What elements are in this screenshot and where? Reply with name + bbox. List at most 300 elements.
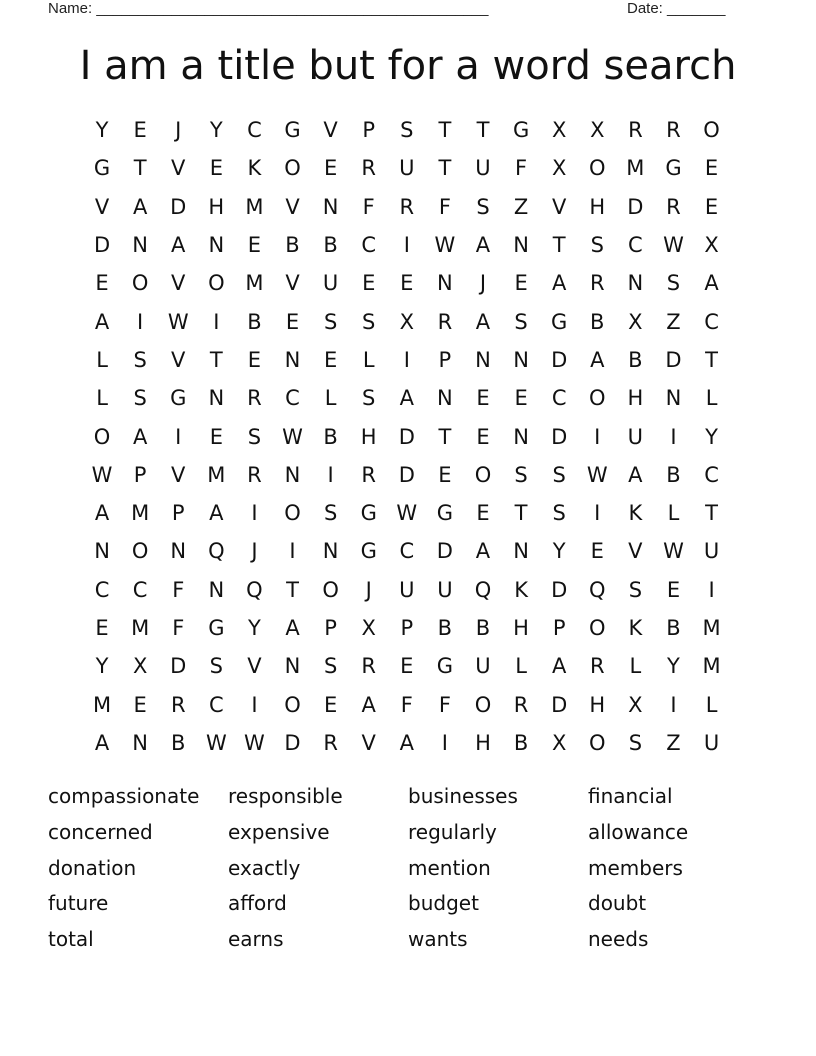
grid-letter[interactable]: F xyxy=(515,156,528,181)
grid-letter[interactable]: Y xyxy=(552,539,566,564)
grid-letter[interactable]: O xyxy=(474,462,492,487)
grid-letter[interactable]: N xyxy=(627,271,644,296)
grid-letter[interactable]: S xyxy=(590,233,604,258)
grid-letter[interactable]: U xyxy=(475,156,491,181)
grid-letter[interactable]: R xyxy=(361,462,376,487)
grid-letter[interactable]: K xyxy=(247,156,262,181)
grid-letter[interactable]: G xyxy=(512,118,530,143)
grid-letter[interactable]: I xyxy=(175,424,182,449)
grid-letter[interactable]: R xyxy=(513,692,529,717)
grid-letter[interactable]: Q xyxy=(208,539,225,564)
grid-letter[interactable]: D xyxy=(665,347,682,372)
grid-letter[interactable]: E xyxy=(438,462,452,487)
grid-row xyxy=(83,647,733,685)
grid-letter[interactable]: M xyxy=(131,501,150,526)
grid-letter[interactable]: X xyxy=(132,654,148,679)
grid-letter[interactable]: U xyxy=(437,577,453,602)
grid-letter[interactable]: V xyxy=(285,194,300,219)
grid-letter[interactable]: H xyxy=(360,424,377,449)
grid-letter[interactable]: R xyxy=(589,271,605,296)
grid-letter[interactable]: G xyxy=(436,501,454,526)
grid-letter[interactable]: B xyxy=(513,730,529,755)
grid-letter[interactable]: X xyxy=(704,233,719,258)
grid-letter[interactable]: N xyxy=(208,233,225,258)
grid-letter[interactable]: C xyxy=(628,233,643,258)
grid-letter[interactable]: B xyxy=(323,233,338,258)
grid-letter[interactable]: Z xyxy=(513,194,529,219)
grid-letter[interactable]: R xyxy=(361,156,376,181)
grid-letter[interactable]: B xyxy=(247,309,262,334)
grid-letter[interactable]: X xyxy=(590,118,605,143)
grid-letter[interactable]: I xyxy=(594,424,601,449)
grid-letter[interactable]: W xyxy=(663,233,684,258)
grid-letter[interactable]: Y xyxy=(248,616,261,640)
grid-letter[interactable]: F xyxy=(438,692,451,717)
grid-letter[interactable]: P xyxy=(171,501,185,526)
grid-letter[interactable]: V xyxy=(171,156,186,181)
grid-letter[interactable]: D xyxy=(551,424,568,449)
name-field[interactable]: Name: _______________________________________________ xyxy=(48,0,489,17)
grid-letter[interactable]: R xyxy=(323,730,338,755)
grid-letter[interactable]: K xyxy=(514,577,528,602)
grid-letter[interactable]: E xyxy=(95,271,109,296)
grid-letter[interactable]: E xyxy=(590,539,604,564)
grid-letter[interactable]: I xyxy=(251,501,258,526)
grid-letter[interactable]: U xyxy=(399,156,415,181)
grid-letter[interactable]: V xyxy=(247,654,262,679)
grid-letter[interactable]: M xyxy=(131,616,150,640)
grid-letter[interactable]: X xyxy=(628,692,643,717)
grid-letter[interactable]: R xyxy=(589,654,605,679)
grid-letter[interactable]: V xyxy=(361,730,376,755)
grid-letter[interactable]: V xyxy=(323,118,338,143)
grid-letter[interactable]: S xyxy=(400,118,414,143)
grid-letter[interactable]: S xyxy=(476,194,490,219)
grid-letter[interactable]: V xyxy=(171,462,186,487)
grid-letter[interactable]: A xyxy=(475,539,491,564)
grid-letter[interactable]: T xyxy=(209,347,223,372)
grid-letter[interactable]: N xyxy=(208,386,225,411)
grid-letter[interactable]: A xyxy=(590,347,605,372)
grid-letter[interactable]: A xyxy=(94,730,110,755)
grid-letter[interactable]: E xyxy=(704,194,719,219)
grid-letter[interactable]: T xyxy=(552,233,566,258)
grid-letter[interactable]: L xyxy=(705,692,718,717)
grid-letter[interactable]: D xyxy=(551,347,568,372)
grid-letter[interactable]: H xyxy=(208,194,225,219)
word-list-item: mention xyxy=(408,855,491,880)
grid-letter[interactable]: R xyxy=(247,386,262,411)
grid-letter[interactable]: T xyxy=(133,156,147,181)
grid-letter[interactable]: A xyxy=(399,386,414,411)
grid-letter[interactable]: T xyxy=(438,424,452,449)
grid-letter[interactable]: B xyxy=(666,462,681,487)
grid-letter[interactable]: C xyxy=(704,462,719,487)
grid-letter[interactable]: I xyxy=(670,424,677,449)
grid-letter[interactable]: D xyxy=(627,194,644,219)
grid-letter[interactable]: E xyxy=(476,386,490,411)
grid-letter[interactable]: K xyxy=(628,616,643,640)
grid-letter[interactable]: N xyxy=(208,577,225,602)
grid-letter[interactable]: B xyxy=(590,309,605,334)
grid-letter[interactable]: I xyxy=(137,309,144,334)
grid-letter[interactable]: N xyxy=(513,347,529,372)
grid-letter[interactable]: N xyxy=(132,233,148,258)
grid-letter[interactable]: N xyxy=(322,539,339,564)
grid-letter[interactable]: V xyxy=(94,194,110,219)
grid-letter[interactable]: A xyxy=(94,501,110,526)
grid-letter[interactable]: Q xyxy=(589,577,606,602)
grid-letter[interactable]: T xyxy=(476,118,490,143)
grid-letter[interactable]: O xyxy=(589,156,606,181)
grid-letter[interactable]: S xyxy=(362,309,376,334)
grid-letter[interactable]: T xyxy=(286,577,299,602)
grid-letter[interactable]: B xyxy=(475,616,491,640)
grid-letter[interactable]: E xyxy=(476,501,490,526)
grid-letter[interactable]: P xyxy=(400,616,414,640)
grid-letter[interactable]: E xyxy=(362,271,376,296)
grid-letter[interactable]: T xyxy=(438,118,452,143)
grid-letter[interactable]: V xyxy=(628,539,643,564)
grid-letter[interactable]: C xyxy=(361,233,377,258)
grid-letter[interactable]: O xyxy=(284,692,301,717)
grid-letter[interactable]: X xyxy=(551,118,567,143)
grid-letter[interactable]: L xyxy=(705,386,718,411)
grid-letter[interactable]: J xyxy=(365,577,372,602)
grid-letter[interactable]: R xyxy=(437,309,453,334)
grid-letter[interactable]: M xyxy=(245,194,264,219)
grid-letter[interactable]: D xyxy=(436,539,453,564)
grid-letter[interactable]: L xyxy=(667,501,680,526)
grid-letter[interactable]: Q xyxy=(246,577,263,602)
grid-letter[interactable]: I xyxy=(327,462,334,487)
grid-letter[interactable]: N xyxy=(284,654,301,679)
grid-letter[interactable]: D xyxy=(170,194,187,219)
grid-letter[interactable]: F xyxy=(400,692,413,717)
grid-letter[interactable]: P xyxy=(552,616,566,640)
grid-letter[interactable]: E xyxy=(133,118,147,143)
grid-letter[interactable]: G xyxy=(284,118,301,143)
grid-letter[interactable]: L xyxy=(324,386,337,411)
grid-letter[interactable]: O xyxy=(322,577,339,602)
grid-letter[interactable]: A xyxy=(399,730,414,755)
grid-letter[interactable]: U xyxy=(703,539,720,564)
grid-letter[interactable]: O xyxy=(589,386,606,411)
grid-letter[interactable]: D xyxy=(551,577,568,602)
grid-letter[interactable]: W xyxy=(434,233,456,258)
grid-letter[interactable]: G xyxy=(170,386,187,411)
grid-letter[interactable]: I xyxy=(251,692,258,717)
grid-row xyxy=(83,226,733,264)
grid-letter[interactable]: G xyxy=(436,654,454,679)
grid-letter[interactable]: A xyxy=(475,233,491,258)
grid-letter[interactable]: G xyxy=(665,156,682,181)
grid-letter[interactable]: F xyxy=(362,194,375,219)
grid-letter[interactable]: L xyxy=(362,347,375,372)
date-field[interactable]: Date: _______ xyxy=(627,0,726,17)
grid-letter[interactable]: E xyxy=(666,577,681,602)
grid-letter[interactable]: N xyxy=(437,386,453,411)
grid-letter[interactable]: G xyxy=(208,616,225,640)
grid-letter[interactable]: Z xyxy=(666,730,681,755)
grid-letter[interactable]: H xyxy=(589,194,606,219)
grid-letter[interactable]: E xyxy=(323,692,338,717)
grid-letter[interactable]: I xyxy=(670,692,677,717)
grid-letter[interactable]: O xyxy=(474,692,492,717)
grid-letter[interactable]: E xyxy=(400,654,414,679)
grid-letter[interactable]: V xyxy=(285,271,300,296)
grid-letter[interactable]: O xyxy=(589,730,606,755)
grid-letter[interactable]: E xyxy=(247,233,262,258)
grid-letter[interactable]: S xyxy=(362,386,376,411)
grid-letter[interactable]: M xyxy=(207,462,226,487)
grid-letter[interactable]: T xyxy=(514,501,528,526)
grid-letter[interactable]: A xyxy=(209,501,224,526)
grid-letter[interactable]: O xyxy=(703,118,720,143)
grid-letter[interactable]: S xyxy=(514,309,528,334)
grid-letter[interactable]: W xyxy=(663,539,684,564)
grid-letter[interactable]: U xyxy=(475,654,491,679)
word-list-item: regularly xyxy=(408,819,497,844)
grid-letter[interactable]: I xyxy=(594,501,601,526)
grid-letter[interactable]: S xyxy=(514,462,528,487)
grid-letter[interactable]: F xyxy=(438,194,451,219)
grid-letter[interactable]: H xyxy=(475,730,491,755)
grid-letter[interactable]: E xyxy=(209,156,223,181)
grid-letter[interactable]: U xyxy=(703,730,720,755)
grid-letter[interactable]: W xyxy=(586,462,608,487)
grid-letter[interactable]: C xyxy=(94,577,110,602)
grid-letter[interactable]: N xyxy=(513,424,529,449)
grid-letter[interactable]: Y xyxy=(95,118,109,143)
grid-letter[interactable]: V xyxy=(171,271,186,296)
grid-letter[interactable]: A xyxy=(171,233,186,258)
grid-letter[interactable]: G xyxy=(93,156,111,181)
grid-row xyxy=(83,494,733,532)
grid-letter[interactable]: J xyxy=(175,118,182,143)
grid-letter[interactable]: S xyxy=(628,577,643,602)
grid-letter[interactable]: S xyxy=(323,501,338,526)
grid-letter[interactable]: B xyxy=(285,233,300,258)
grid-letter[interactable]: S xyxy=(666,271,681,296)
grid-letter[interactable]: N xyxy=(284,347,301,372)
grid-letter[interactable]: O xyxy=(208,271,225,296)
grid-letter[interactable]: E xyxy=(704,156,719,181)
grid-letter[interactable]: Y xyxy=(705,424,718,449)
grid-letter[interactable]: V xyxy=(171,347,186,372)
grid-letter[interactable]: A xyxy=(94,309,110,334)
grid-letter[interactable]: C xyxy=(208,692,224,717)
grid-letter[interactable]: X xyxy=(628,309,643,334)
grid-letter[interactable]: P xyxy=(362,118,376,143)
grid-letter[interactable]: M xyxy=(245,271,264,296)
grid-letter[interactable]: O xyxy=(284,501,301,526)
grid-letter[interactable]: I xyxy=(441,730,448,755)
grid-letter[interactable]: Y xyxy=(95,654,109,679)
grid-letter[interactable]: D xyxy=(170,654,187,679)
grid-letter[interactable]: R xyxy=(247,462,262,487)
grid-letter[interactable]: S xyxy=(323,309,338,334)
grid-letter[interactable]: F xyxy=(172,616,185,640)
grid-letter[interactable]: M xyxy=(702,616,721,640)
grid-letter[interactable]: W xyxy=(91,462,113,487)
grid-letter[interactable]: D xyxy=(551,692,568,717)
grid-letter[interactable]: E xyxy=(514,271,528,296)
grid-letter[interactable]: E xyxy=(476,424,490,449)
grid-letter[interactable]: O xyxy=(93,424,111,449)
grid-letter[interactable]: S xyxy=(133,386,147,411)
grid-letter[interactable]: T xyxy=(438,156,452,181)
grid-letter[interactable]: P xyxy=(324,616,337,640)
grid-letter[interactable]: Z xyxy=(666,309,681,334)
grid-letter[interactable]: A xyxy=(551,654,567,679)
grid-letter[interactable]: D xyxy=(398,424,415,449)
grid-letter[interactable]: A xyxy=(361,692,376,717)
grid-letter[interactable]: N xyxy=(94,539,110,564)
grid-letter[interactable]: T xyxy=(705,501,718,526)
grid-row xyxy=(83,456,733,494)
grid-letter[interactable]: L xyxy=(96,347,108,372)
grid-letter[interactable]: W xyxy=(282,424,303,449)
word-list-item: needs xyxy=(588,927,649,952)
grid-letter[interactable]: R xyxy=(628,118,643,143)
grid-letter[interactable]: B xyxy=(171,730,186,755)
grid-letter[interactable]: S xyxy=(247,424,262,449)
grid-letter[interactable]: B xyxy=(628,347,643,372)
grid-letter[interactable]: L xyxy=(515,654,527,679)
grid-letter[interactable]: E xyxy=(323,347,338,372)
grid-letter[interactable]: D xyxy=(93,233,111,258)
grid-letter[interactable]: M xyxy=(92,692,112,717)
word-column xyxy=(48,779,228,958)
grid-letter[interactable]: F xyxy=(172,577,185,602)
grid-letter[interactable]: D xyxy=(398,462,415,487)
grid-letter[interactable]: N xyxy=(475,347,491,372)
grid-letter[interactable]: I xyxy=(213,309,220,334)
grid-letter[interactable]: T xyxy=(705,347,718,372)
grid-letter[interactable]: U xyxy=(627,424,644,449)
grid-letter[interactable]: P xyxy=(133,462,147,487)
grid-letter[interactable]: A xyxy=(628,462,643,487)
grid-letter[interactable]: X xyxy=(551,156,567,181)
grid-letter[interactable]: E xyxy=(247,347,262,372)
grid-letter[interactable]: R xyxy=(399,194,415,219)
grid-letter[interactable]: Y xyxy=(209,118,223,143)
grid-letter[interactable]: B xyxy=(666,616,681,640)
grid-letter[interactable]: C xyxy=(399,539,415,564)
grid-letter[interactable]: H xyxy=(589,692,606,717)
grid-letter[interactable]: W xyxy=(167,309,189,334)
grid-letter[interactable]: S xyxy=(209,654,223,679)
grid-letter[interactable]: E xyxy=(400,271,414,296)
grid-letter[interactable]: X xyxy=(361,616,376,640)
grid-letter[interactable]: S xyxy=(323,654,338,679)
grid-letter[interactable]: V xyxy=(551,194,567,219)
grid-letter[interactable]: R xyxy=(361,654,376,679)
grid-letter[interactable]: D xyxy=(284,730,301,755)
grid-letter[interactable]: Q xyxy=(474,577,492,602)
grid-letter[interactable]: U xyxy=(322,271,339,296)
grid-letter[interactable]: A xyxy=(132,194,148,219)
grid-letter[interactable]: I xyxy=(403,347,410,372)
grid-letter[interactable]: I xyxy=(289,539,296,564)
grid-letter[interactable]: W xyxy=(244,730,265,755)
grid-letter[interactable]: O xyxy=(131,271,149,296)
grid-letter[interactable]: C xyxy=(551,386,567,411)
grid-letter[interactable]: A xyxy=(551,271,567,296)
grid-letter[interactable]: C xyxy=(704,309,719,334)
grid-letter[interactable]: K xyxy=(628,501,643,526)
grid-letter[interactable]: G xyxy=(360,539,377,564)
grid-letter[interactable]: G xyxy=(551,309,568,334)
grid-letter[interactable]: S xyxy=(628,730,643,755)
grid-letter[interactable]: E xyxy=(95,616,109,640)
grid-letter[interactable]: A xyxy=(132,424,148,449)
grid-letter[interactable]: X xyxy=(551,730,567,755)
grid-letter[interactable]: B xyxy=(323,424,338,449)
grid-letter[interactable]: N xyxy=(132,730,148,755)
grid-letter[interactable]: P xyxy=(438,347,452,372)
grid-letter[interactable]: W xyxy=(205,730,227,755)
grid-letter[interactable]: E xyxy=(209,424,223,449)
grid-letter[interactable]: E xyxy=(323,156,338,181)
grid-letter[interactable]: E xyxy=(133,692,147,717)
grid-letter[interactable]: I xyxy=(403,233,410,258)
grid-letter[interactable]: C xyxy=(247,118,262,143)
grid-letter[interactable]: Y xyxy=(667,654,680,679)
grid-letter[interactable]: A xyxy=(475,309,491,334)
grid-letter[interactable]: B xyxy=(437,616,453,640)
grid-letter[interactable]: J xyxy=(479,271,487,296)
grid-letter[interactable]: J xyxy=(251,539,258,564)
grid-row xyxy=(83,149,733,187)
grid-letter[interactable]: O xyxy=(284,156,301,181)
grid-letter[interactable]: R xyxy=(666,194,681,219)
grid-letter[interactable]: L xyxy=(96,386,108,411)
grid-letter[interactable]: N xyxy=(665,386,682,411)
grid-letter[interactable]: E xyxy=(285,309,300,334)
grid-letter[interactable]: G xyxy=(360,501,377,526)
grid-letter[interactable]: N xyxy=(437,271,453,296)
grid-letter[interactable]: R xyxy=(666,118,681,143)
grid-letter[interactable]: O xyxy=(589,616,606,640)
grid-letter[interactable]: N xyxy=(170,539,187,564)
grid-letter[interactable]: C xyxy=(285,386,300,411)
grid-letter[interactable]: O xyxy=(131,539,149,564)
grid-letter[interactable]: E xyxy=(514,386,528,411)
grid-letter[interactable]: C xyxy=(132,577,148,602)
grid-letter[interactable]: X xyxy=(399,309,414,334)
grid-letter[interactable]: H xyxy=(627,386,644,411)
grid-letter[interactable]: N xyxy=(284,462,301,487)
grid-letter[interactable]: L xyxy=(629,654,642,679)
grid-letter[interactable]: R xyxy=(170,692,186,717)
grid-letter[interactable]: M xyxy=(702,654,721,679)
grid-letter[interactable]: H xyxy=(513,616,529,640)
grid-letter[interactable]: M xyxy=(626,156,645,181)
grid-letter[interactable]: A xyxy=(704,271,719,296)
grid-letter[interactable]: A xyxy=(285,616,300,640)
grid-letter[interactable]: S xyxy=(552,462,566,487)
grid-letter[interactable]: N xyxy=(513,539,529,564)
grid-letter[interactable]: U xyxy=(399,577,415,602)
grid-letter[interactable]: W xyxy=(396,501,418,526)
grid-letter[interactable]: N xyxy=(513,233,529,258)
grid-letter[interactable]: I xyxy=(708,577,715,602)
grid-letter[interactable]: S xyxy=(552,501,566,526)
grid-letter[interactable]: N xyxy=(322,194,339,219)
grid-letter[interactable]: S xyxy=(133,347,147,372)
